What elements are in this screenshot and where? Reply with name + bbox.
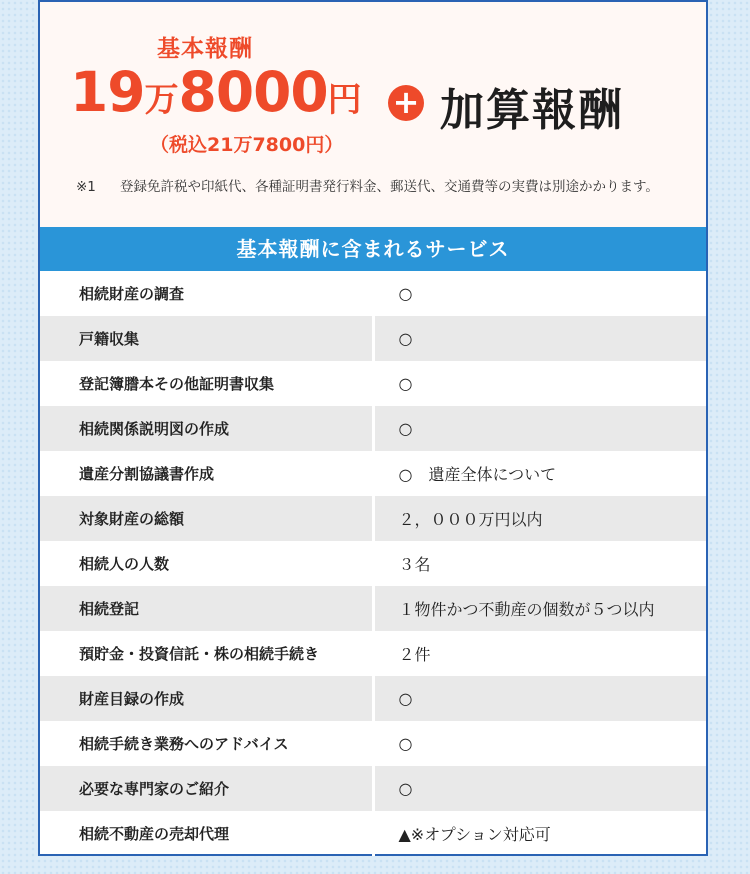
- service-value: ２，０００万円以内: [373, 496, 706, 541]
- service-row: [40, 451, 706, 496]
- service-value: ○: [373, 316, 706, 361]
- expense-note: [76, 177, 676, 197]
- service-row: [40, 496, 706, 541]
- service-row: [40, 316, 706, 361]
- note-mark: ※1: [76, 179, 96, 195]
- base-fee-label: 基本報酬: [157, 36, 253, 62]
- service-name: 戸籍収集: [40, 316, 373, 361]
- base-fee-amount: [70, 60, 362, 124]
- service-name: 財産目録の作成: [40, 676, 373, 721]
- service-name: 相続不動産の売却代理: [40, 811, 373, 856]
- service-row: [40, 676, 706, 721]
- service-row: [40, 361, 706, 406]
- service-name: 対象財産の総額: [40, 496, 373, 541]
- service-row: [40, 406, 706, 451]
- price-unit-man: 万: [144, 80, 179, 120]
- service-name: 相続登記: [40, 586, 373, 631]
- price-unit-yen: 円: [327, 80, 362, 120]
- service-row: [40, 586, 706, 631]
- service-row: [40, 541, 706, 586]
- service-value: ○: [398, 734, 413, 753]
- services-header: 基本報酬に含まれるサービス: [40, 227, 706, 271]
- service-row: [40, 766, 706, 811]
- service-value: ○: [373, 676, 706, 721]
- service-name: 相続手続き業務へのアドバイス: [40, 721, 373, 766]
- service-value: ○: [373, 406, 706, 451]
- service-value: ３名: [398, 555, 431, 574]
- additional-fee-label: 加算報酬: [440, 85, 624, 136]
- service-name: 相続人の人数: [40, 541, 373, 586]
- service-row: [40, 631, 706, 676]
- pricing-card: [38, 0, 708, 856]
- service-value: ○: [398, 374, 413, 393]
- service-row: [40, 811, 706, 856]
- service-name: 相続財産の調査: [40, 271, 373, 316]
- service-name: 相続関係説明図の作成: [40, 406, 373, 451]
- service-value: ○ 遺産全体について: [398, 465, 557, 484]
- services-table: [40, 271, 706, 856]
- service-name: 預貯金・投資信託・株の相続手続き: [40, 631, 373, 676]
- service-name: 登記簿謄本その他証明書収集: [40, 361, 373, 406]
- tax-included-price: （税込21万7800円）: [150, 134, 344, 156]
- price-summary: [40, 2, 706, 227]
- service-value: １物件かつ不動産の個数が５つ以内: [373, 586, 706, 631]
- service-row: [40, 271, 706, 316]
- service-value: ▲※オプション対応可: [398, 825, 551, 844]
- price-number-yen: 8000: [178, 60, 328, 124]
- note-text: 登録免許税や印紙代、各種証明書発行料金、郵送代、交通費等の実費は別途かかります。: [120, 179, 659, 195]
- service-value: ２件: [398, 645, 431, 664]
- service-name: 遺産分割協議書作成: [40, 451, 373, 496]
- price-number-man: 19: [70, 60, 145, 124]
- plus-icon: +: [388, 85, 424, 121]
- service-value: ○: [373, 766, 706, 811]
- service-name: 必要な専門家のご紹介: [40, 766, 373, 811]
- service-value: ○: [398, 284, 413, 303]
- service-row: [40, 721, 706, 766]
